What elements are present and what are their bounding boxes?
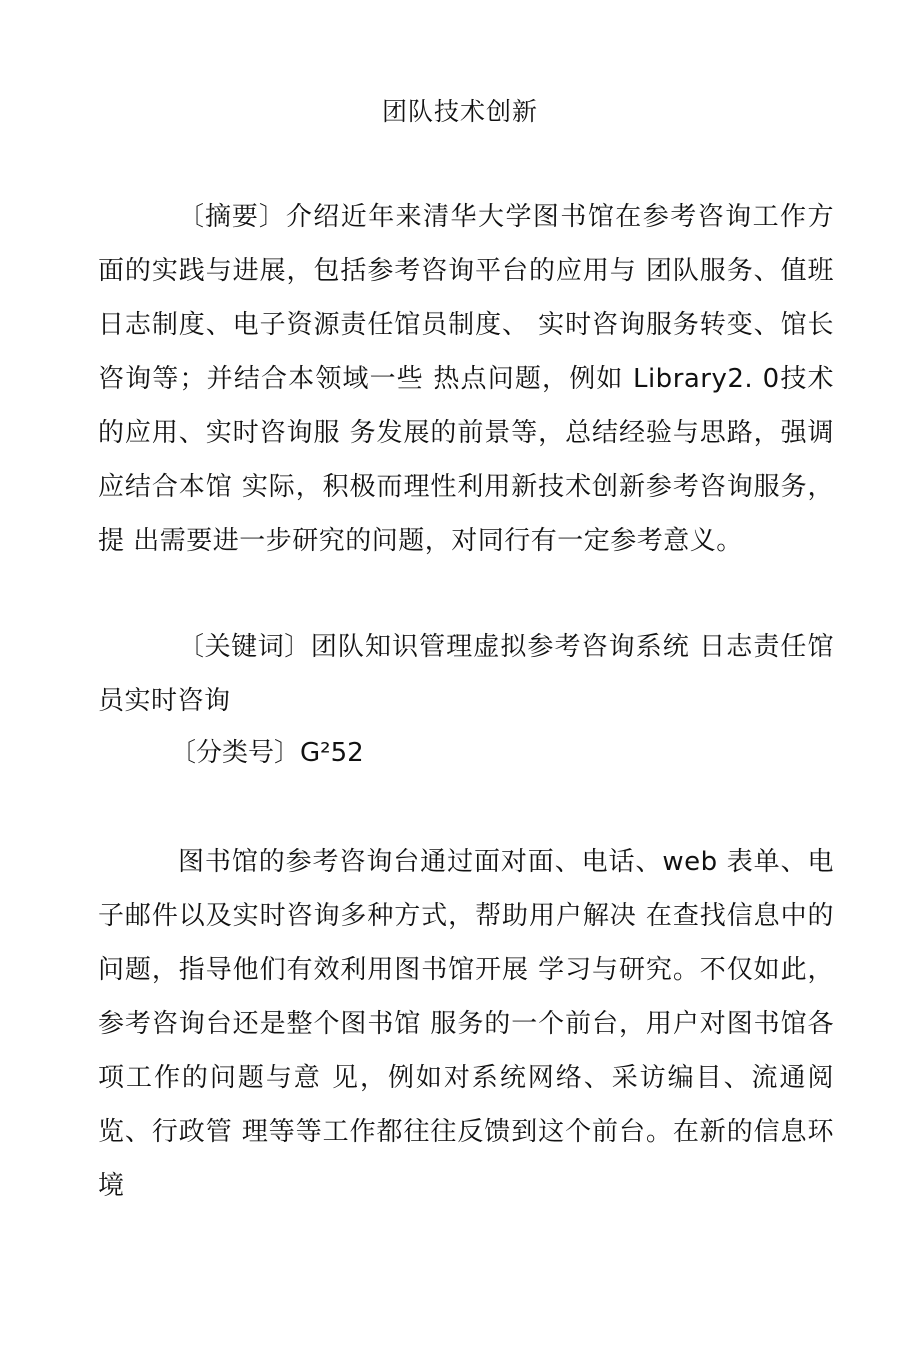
abstract-paragraph	[98, 190, 834, 568]
classification-line	[170, 728, 364, 778]
classification-label: 〔分类号〕	[170, 738, 301, 768]
keywords-label: 〔关键词〕	[178, 632, 311, 662]
keywords-paragraph	[98, 620, 834, 728]
body-paragraph: 图书馆的参考咨询台通过面对面、电话、web 表单、电子邮件以及实时咨询多种方式，帮助用户解决 在查找信息中的问题，指导他们有效利用图书馆开展 学习与研究。不仅如此，参考咨询台还是整个图书馆 服务的一个前台，用户对图书馆各项工作的问题与意 见，例如对系统网络、采访编目、流通阅览、行政管 理等等工作都往往反馈到这个前台。在新的信息环境	[98, 847, 834, 1201]
document-title: 团队技术创新	[381, 97, 538, 126]
classification-number: G²52	[300, 738, 364, 768]
abstract-text: 介绍近年来清华大学图书馆在参考咨询工作方面的实践与进展，包括参考咨询平台的应用与 团队服务、值班日志制度、电子资源责任馆员制度、 实时咨询服务转变、馆长咨询等；并结合本领域一些 热点问题，例如 Library2. 0技术的应用、实时咨询服 务发展的前景等，总结经验与思路，强调应结合本馆 实际，积极而理性利用新技术创新参考咨询服务，提 出需要进一步研究的问题，对同行有一定参考意义。	[98, 202, 834, 556]
abstract-label: 〔摘要〕	[178, 202, 286, 232]
keywords-text: 团队知识管理虚拟参考咨询系统 日志责任馆员实时咨询	[98, 632, 834, 716]
